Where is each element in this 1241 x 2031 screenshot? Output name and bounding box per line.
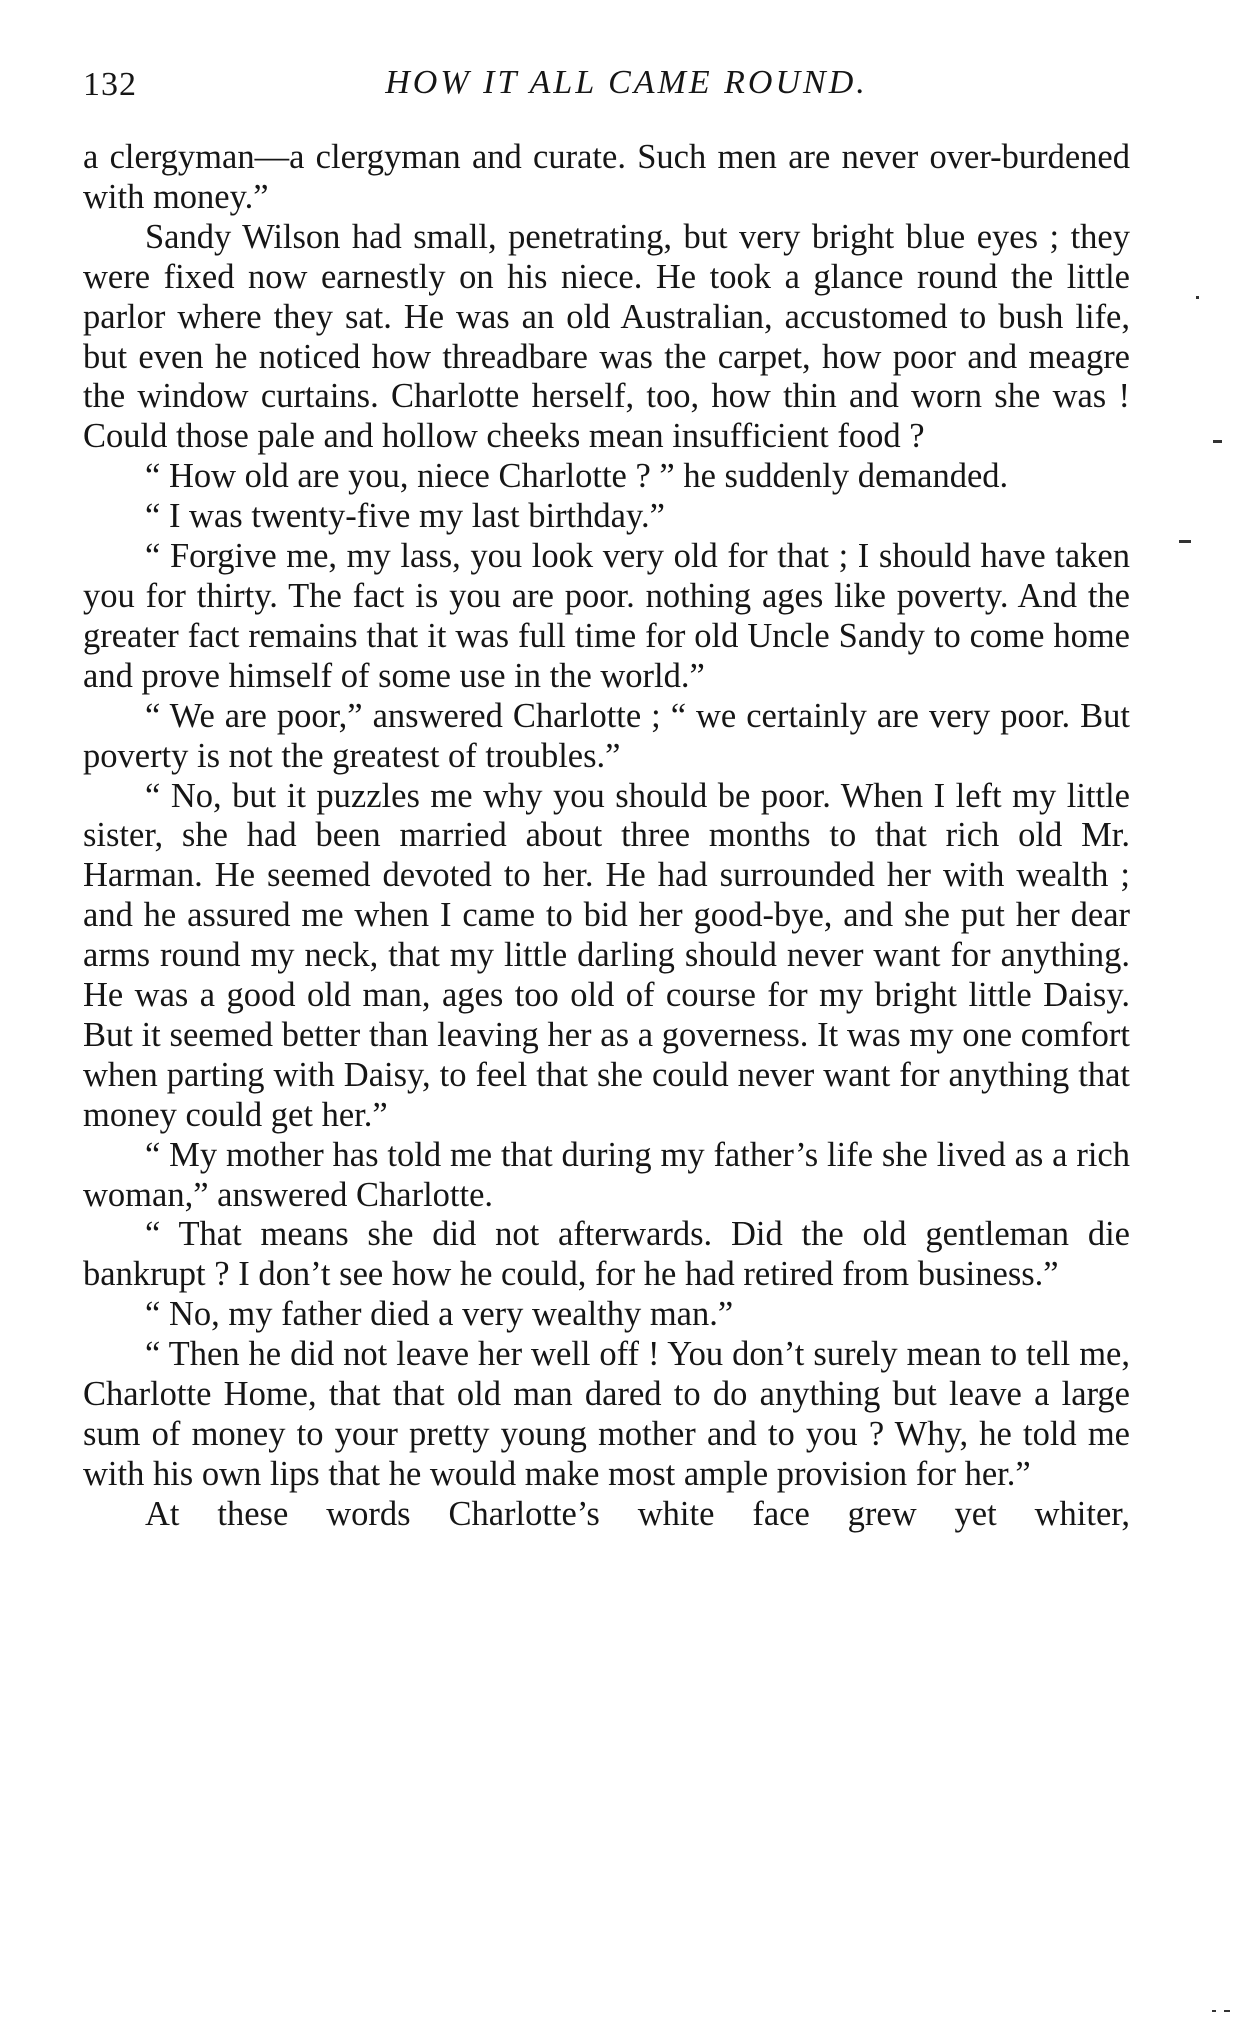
paragraph-7: “ No, but it puzzles me why you should be poor. When I left my little sister, she had been married about three months to that rich old Mr. Harman. He seemed devoted to her. He had surrounded her with wealth ; and he assured me when I came to bid her good-bye, and she put her dear arms round my neck, that my little darling should never want for anything. He was a good old man, ages too old of course for my bright little Daisy. But it seemed better than leaving her as a governess. It was my one comfort when parting with Daisy, to feel that she could never want for anything that money could get her.” bbox=[83, 776, 1130, 1134]
running-head bbox=[83, 62, 1130, 110]
paragraph-11: “ Then he did not leave her well off ! You don’t surely mean to tell me, Charlotte Home, that that old man dared to do anything but leave a large sum of money to your pretty young mother and to you ? Why, he told me with his own lips that he would make most ample provision for her.” bbox=[83, 1335, 1130, 1493]
scan-speck bbox=[1196, 296, 1199, 299]
paragraph-12: At these words Charlotte’s white face grew yet whiter, bbox=[145, 1494, 1130, 1533]
scan-speck bbox=[1224, 2010, 1230, 2012]
paragraph-8: “ My mother has told me that during my father’s life she lived as a rich woman,” answered Charlotte. bbox=[83, 1135, 1130, 1214]
scan-speck bbox=[1179, 540, 1191, 543]
scan-speck bbox=[1212, 2010, 1216, 2012]
paragraph-10: “ No, my father died a very wealthy man.” bbox=[145, 1295, 734, 1334]
paragraph-5: “ Forgive me, my lass, you look very old for that ; I should have taken you for thirty. The fact is you are poor. nothing ages like poverty. And the greater fact remains that it was full time for old Uncle Sandy to come home and prove himself of some use in the world.” bbox=[83, 537, 1130, 695]
paragraph-9: “ That means she did not afterwards. Did the old gentleman die bankrupt ? I don’t see how he could, for he had retired from business.” bbox=[83, 1215, 1130, 1294]
page-number: 132 bbox=[83, 66, 137, 103]
paragraph-6: “ We are poor,” answered Charlotte ; “ we certainly are very poor. But poverty is not the greatest of troubles.” bbox=[83, 696, 1130, 775]
paragraph-1: a clergyman—a clergyman and curate. Such men are never over-burdened with money.” bbox=[83, 138, 1130, 216]
paragraph-2: Sandy Wilson had small, penetrating, but very bright blue eyes ; they were fixed now earnestly on his niece. He took a glance round the little parlor where they sat. He was an old Australian, accustomed to bush life, but even he noticed how threadbare was the carpet, how poor and meagre the window curtains. Charlotte herself, too, how thin and worn she was ! Could those pale and hollow cheeks mean insufficient food ? bbox=[83, 217, 1130, 456]
running-title: HOW IT ALL CAME ROUND. bbox=[385, 64, 868, 101]
paragraph-4: “ I was twenty-five my last birthday.” bbox=[145, 497, 665, 536]
body-text bbox=[83, 138, 1130, 1535]
scan-speck bbox=[1213, 440, 1222, 443]
paragraph-3: “ How old are you, niece Charlotte ? ” he suddenly demanded. bbox=[145, 457, 1009, 496]
